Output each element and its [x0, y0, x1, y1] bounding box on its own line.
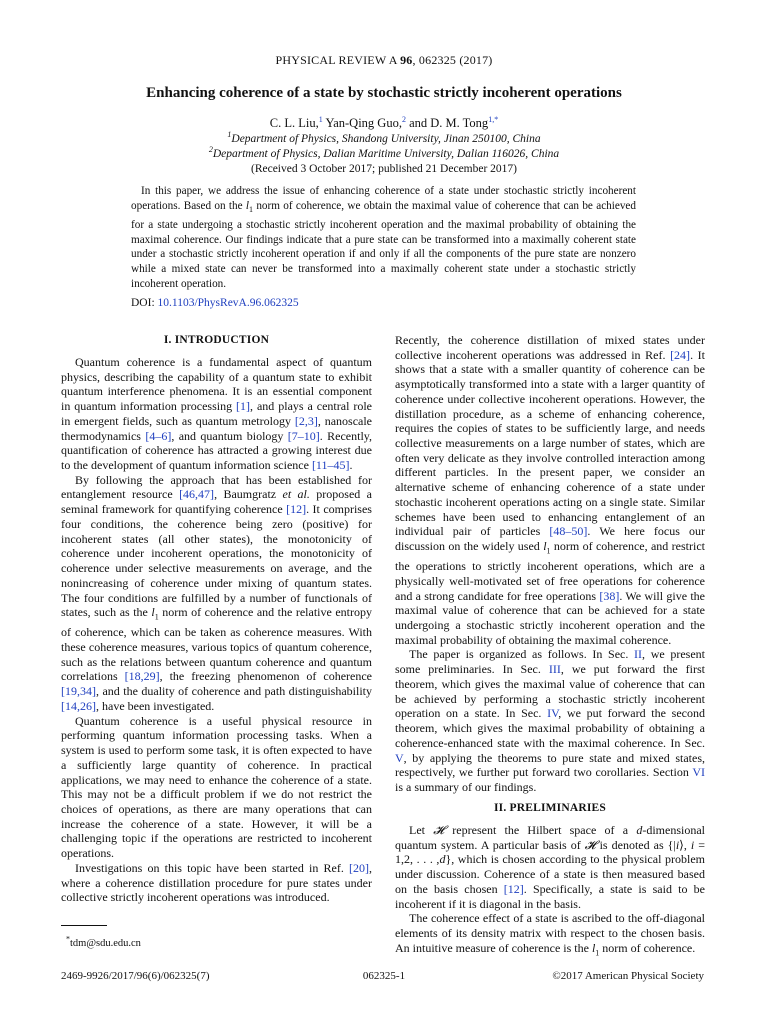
footnote-mark: * [66, 934, 70, 944]
journal-volume: 96 [400, 53, 413, 67]
text: , have been investigated. [96, 698, 215, 713]
citation-link[interactable]: [7–10] [287, 428, 320, 443]
math-d: d [439, 852, 446, 867]
text: . We here focus our discussion on the widely used [395, 524, 705, 554]
text: , we put forward the second theorem, which gives the maximal probability of obtaining a coherence-enhanced state with the maximal coherence. In Sec. [395, 706, 705, 750]
right-column [395, 333, 705, 795]
author-1: C. L. Liu, [269, 116, 319, 130]
section-link[interactable]: VI [692, 765, 705, 780]
text: The coherence effect of a state is ascribed to the off-diagonal elements of its density matrix with respect to the chosen basis. An intuitive measure of coherence is the [395, 911, 705, 955]
abstract-l1-sub: 1 [249, 205, 254, 215]
paragraph [61, 473, 372, 714]
author-2-affil-link[interactable]: 2 [401, 114, 406, 124]
text: Recently, the coherence distillation of mixed states under collective incoherent operations was addressed in Ref. [395, 333, 705, 362]
math-hilbert: 𝓗 [584, 837, 596, 852]
math-hilbert: 𝓗 [433, 823, 445, 837]
text: The paper is organized as follows. In Sec. [409, 647, 635, 662]
author-1-affil-link[interactable]: 1 [318, 114, 323, 124]
text-italic: et al. [282, 487, 310, 502]
citation-link[interactable]: [2,3] [294, 413, 318, 428]
footer-page-number: 062325-1 [362, 970, 406, 982]
text: represent the Hilbert space of a [444, 823, 637, 837]
journal-name: PHYSICAL REVIEW A [275, 53, 397, 67]
doi-link[interactable]: 10.1103/PhysRevA.96.062325 [157, 297, 299, 309]
abstract-l1: l [245, 199, 250, 212]
citation-link[interactable]: [48–50] [549, 524, 588, 539]
text: . It shows that a state with a smaller quantity of coherence can be asymptotically transformed into a state with a larger quantity of coherence under collective incoherent operations. However, the distillation procedure, as a scheme of enhancing coherence, requires the copies of states to be sufficiently large, and needs collective measurements on a large number of states, which are often very delicate as they involve controlled interaction among different particles. In the present paper, we consider an alternative scheme of enhancing coherence of a state under stochastic incoherent operations acting on a single state. Similar schemes have been used to enhancing entanglement of an individual pair of particles [395, 347, 705, 539]
paragraph: Quantum coherence is a useful physical resource in performing quantum information processing tasks. When a system is used to perform some task, it is often expected to have a sufficiently large quantity of coherence. In practical applications, we may need to enhance the coherence of a state. This may not be a difficult problem if we do not restrict the choices of operations, as there are many operations that can increase the coherence of a state. However, it will be a challenging topic if the operations are restricted to incoherent operations. [61, 713, 372, 861]
author-list [0, 116, 768, 131]
citation-link[interactable]: [14,26] [61, 698, 96, 713]
citation-link[interactable]: [1] [236, 399, 251, 414]
text: . It comprises four conditions, the coherence being zero (positive) for incoherent states (all other states), the monotonicity of coherence under incoherent operations, the monotonicity of coherence under selective measurements on average, and the nonincreasing of coherence under mixing of quantum states. The four conditions are fulfilled by a number of functionals of states, such as the [61, 502, 372, 620]
text: ⟩, [679, 837, 691, 852]
section-link[interactable]: III [548, 662, 561, 677]
math-d: d [636, 823, 643, 837]
text: . Recently, quantification of coherence has attracted a growing interest due to the development of quantum information science [61, 428, 372, 473]
paragraph [395, 911, 705, 961]
text: , we present some preliminaries. In Sec. [395, 647, 706, 677]
footnote-email: tdm@sdu.edu.cn [70, 938, 141, 949]
section-link[interactable]: IV [547, 706, 559, 721]
text: = 1,2, . . . , [395, 837, 705, 867]
text: , where a coherence distillation procedure for pure states under collective strictly incoherent operations was introduced. [61, 860, 372, 905]
affiliation-2 [0, 145, 768, 160]
text: Quantum coherence is a fundamental aspect of quantum physics, describing the capability of a quantum state to exhibit quantum interference phenomena. It is an essential component in quantum information processing [61, 355, 372, 414]
text: . Specifically, a state is said to be incoherent if it is diagonal in the basis. [395, 881, 706, 911]
text: proposed a seminal framework for quantifying coherence [61, 487, 372, 517]
text: norm of coherence, and restrict the operations to strictly incoherent operations, which are a physically well-motivated set of free operations for coherence and a strong candidate for free operations [395, 539, 705, 603]
author-2: Yan-Qing Guo, [325, 116, 402, 130]
citation-link[interactable]: [12] [503, 881, 524, 896]
footer-copyright: ©2017 American Physical Society [552, 970, 704, 982]
math-sub: 1 [546, 546, 551, 556]
text: }, which is chosen according to the physical problem under discussion. Coherence of a state is then measured based on the basis chosen [395, 852, 705, 896]
math-l: l [151, 605, 155, 620]
paragraph [395, 647, 705, 794]
text: , and quantum biology [171, 428, 288, 443]
text: is denoted as {| [595, 837, 676, 852]
affiliation-2-mark: 2 [208, 145, 213, 155]
affiliation-2-text: Department of Physics, Dalian Maritime University, Dalian 116026, China [212, 148, 560, 160]
text: norm of coherence and the relative entropy of coherence, which can be taken as coherence measures. With these coherence measures, various topics of quantum coherence, such as the relations between quantum coherence and quantum correlations [61, 605, 373, 684]
text: , Baumgratz [214, 487, 283, 502]
text: , and the duality of coherence and path distinguishability [96, 684, 372, 699]
affiliation-1-text: Department of Physics, Shandong University, Jinan 250100, China [231, 133, 541, 145]
abstract [131, 184, 636, 292]
section-heading-introduction: I. INTRODUCTION [163, 334, 270, 346]
math-sub: 1 [154, 612, 159, 622]
text: , by applying the theorems to pure state and mixed states, respectively, we further put forward two corollaries. Section [395, 750, 705, 780]
citation-link[interactable]: [12] [286, 502, 307, 517]
text: , and plays a central role in emergent fields, such as quantum metrology [61, 399, 372, 428]
citation-link[interactable]: [19,34] [61, 684, 96, 699]
doi-label: DOI: [131, 297, 158, 309]
paragraph [61, 355, 372, 473]
abstract-text-2: norm of coherence, we obtain the maximal value of coherence that can be achieved for a state undergoing a stochastic strictly incoherent operation and the maximal probability of obtaining the maximal coherence. Our findings indicate that a pure state can be transformed into a maximally coherent state under a stochastic strictly incoherent operation if and only if all the components of the pure state are nonzero while a mixed state can never be transformed into a maximally coherent state under a stochastic strictly incoherent operation. [131, 199, 636, 291]
paragraph [395, 333, 705, 647]
math-i: i [675, 837, 680, 852]
affiliation-1 [0, 130, 768, 145]
paper-title: Enhancing coherence of a state by stochastic strictly incoherent operations [146, 85, 622, 101]
citation-link[interactable]: [18,29] [124, 669, 160, 684]
text: Let [409, 823, 434, 837]
doi [131, 297, 299, 309]
text: , nanoscale thermodynamics [61, 413, 373, 443]
citation-link[interactable]: [38] [599, 588, 620, 603]
journal-header [0, 53, 768, 68]
text: norm of coherence. [599, 940, 696, 955]
right-column-preliminaries [395, 823, 705, 961]
math-sub: 1 [595, 948, 600, 958]
footnote-rule [61, 925, 107, 926]
text: -dimensional quantum system. A particular basis of [395, 823, 705, 852]
author-3-affil-link[interactable]: 1,* [488, 114, 499, 124]
text: . [349, 458, 353, 473]
math-l: l [543, 539, 547, 554]
citation-link[interactable]: [46,47] [179, 487, 215, 502]
math-l: l [591, 940, 596, 955]
citation-link[interactable]: [11–45] [311, 458, 350, 473]
text: Investigations on this topic have been started in Ref. [75, 860, 349, 875]
paragraph [395, 823, 705, 911]
citation-link[interactable]: [20] [349, 860, 369, 875]
text: , the freezing phenomenon of coherence [159, 669, 372, 684]
citation-link[interactable]: [24] [670, 347, 691, 362]
journal-article: , 062325 (2017) [412, 53, 493, 67]
abstract-text-1: In this paper, we address the issue of enhancing coherence of a state under stochastic strictly incoherent operations. Based on the [131, 185, 636, 212]
left-column [61, 355, 372, 905]
footnote [66, 934, 141, 949]
citation-link[interactable]: [4–6] [145, 428, 172, 443]
footer-issn: 2469-9926/2017/96(6)/062325(7) [61, 970, 210, 982]
section-heading-preliminaries: II. PRELIMINARIES [493, 802, 607, 814]
math-i: i [690, 837, 695, 852]
affiliation-1-mark: 1 [227, 130, 232, 140]
text: , we put forward the first theorem, which gives the maximal value of coherence that can be achieved by performing a stochastic strictly incoherent operation on a state. In Sec. [395, 662, 706, 721]
section-link[interactable]: II [634, 647, 643, 662]
author-3: and D. M. Tong [409, 116, 489, 130]
received-dates: (Received 3 October 2017; published 21 December 2017) [250, 163, 518, 175]
section-link[interactable]: V [395, 750, 404, 765]
text: is a summary of our findings. [395, 779, 537, 794]
paragraph [61, 861, 372, 905]
text: By following the approach that has been established for entanglement resource [61, 472, 372, 502]
text: . We will give the maximal value of coherence that can be achieved for a state undergoing a stochastic strictly incoherent operation and the maximal probability of obtaining the maximal coherence. [395, 588, 705, 647]
